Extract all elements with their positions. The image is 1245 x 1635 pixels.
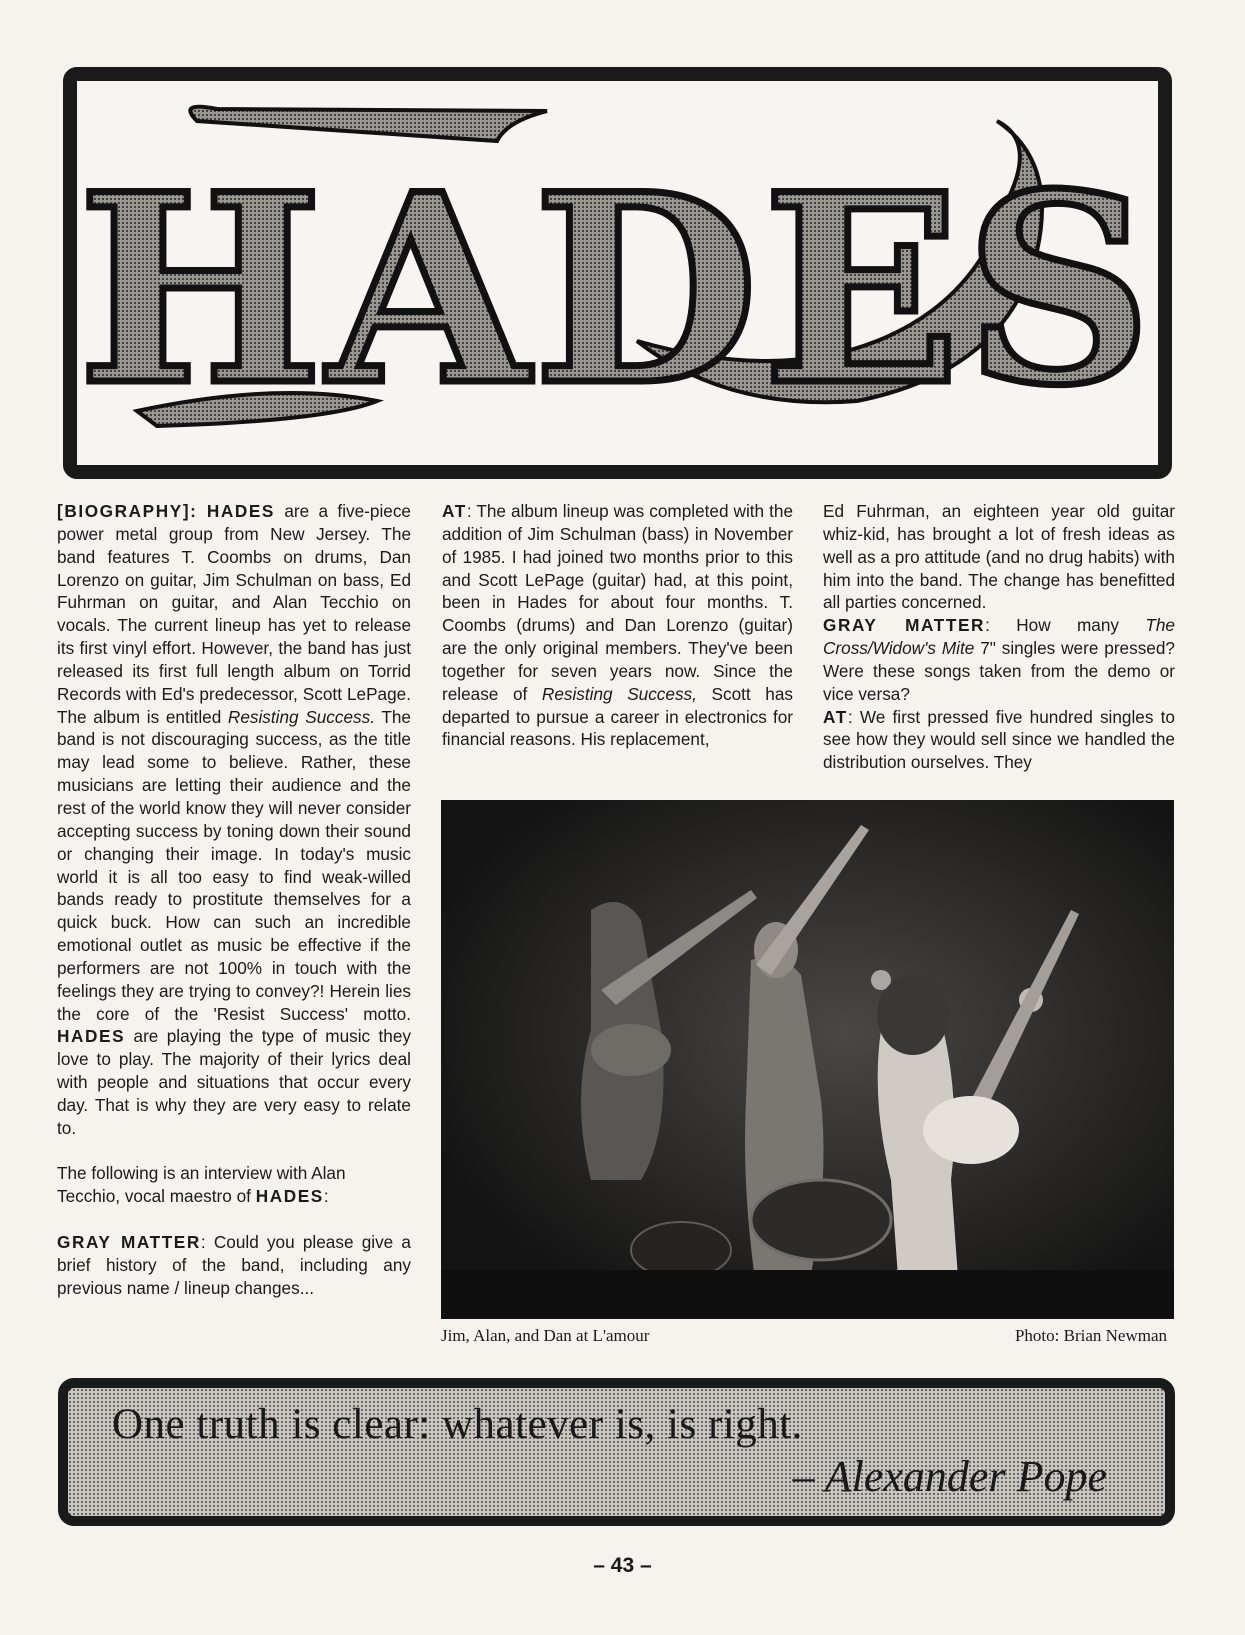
speaker-label: [BIOGRAPHY]: xyxy=(57,501,198,521)
answer-paragraph: AT: The album lineup was completed with the addition of Jim Schulman (bass) in November of 1985. I had joined two months prior to this and Scott LePage (guitar) had, at this point, been in Hades for about four months. T. Coombs (drums) and Dan Lorenzo (guitar) are the only original members. They've been together for seven years now. Since the release of Resisting Success, Scott has departed to pursue a career in electronics for financial reasons. His replacement, xyxy=(442,501,793,750)
band-name: HADES xyxy=(255,1186,324,1207)
speaker-label: GRAY MATTER xyxy=(57,1232,201,1252)
single-title: The Cross/Widow's Mite xyxy=(823,615,1175,659)
interview-intro: The following is an interview with Alan Tecchio, vocal maestro of HADES: xyxy=(57,1163,346,1207)
speaker-label: AT xyxy=(823,706,848,727)
hades-logo xyxy=(77,81,1158,465)
photo-caption: Jim, Alan, and Dan at L'amour xyxy=(441,1326,650,1345)
article-column-2 xyxy=(442,500,793,751)
page-number: – 43 – xyxy=(593,1554,652,1577)
article-column-3 xyxy=(823,500,1175,774)
biography-paragraph: [BIOGRAPHY]: HADES are a five-piece power metal group from New Jersey. The band features T. Coombs on drums, Dan Lorenzo on guitar, Jim Schulman on bass, Ed Fuhrman on guitar, and Alan Tecchio on vocals. The current lineup has yet to release its first vinyl effort. However, the band has just released its first full length album on Torrid Records with Ed's predecessor, Scott LePage. The album is entitled Resisting Success. The band is not discouraging success, as the title may lead some to believe. Rather, these musicians are letting their audience and the rest of the world know they will never consider accepting success by toning down their sound or changing their image. In today's music world it is all too easy to find weak-willed bands ready to prostitute themselves for a quick buck. How can such an incredible emotional outlet as music be effective if the performers are not 100% in touch with the feelings they are trying to convey?! Herein lies the core of the 'Resist Success' motto. HADES are playing the type of music they love to play. The majority of their lyrics deal with people and situations that occur every day. That is why they are very easy to relate to. xyxy=(57,501,411,1138)
answer-paragraph: AT: We first pressed five hundred singles to see how they would sell since we handled the distribution ourselves. They xyxy=(823,706,1175,773)
speaker-label: AT xyxy=(442,501,467,521)
speaker-label: GRAY MATTER xyxy=(823,615,986,636)
question-paragraph: GRAY MATTER: How many The Cross/Widow's Mite 7" singles were pressed? Were these songs taken from the demo or vice versa? xyxy=(823,615,1175,704)
quote-author: – Alexander Pope xyxy=(792,1452,1107,1501)
logo-text: HADES xyxy=(77,138,1157,443)
question-paragraph: GRAY MATTER: Could you please give a brief history of the band, including any previous name / lineup changes... xyxy=(57,1232,411,1298)
article-column-1 xyxy=(57,500,411,1300)
band-logo-box xyxy=(63,67,1172,479)
quote-box xyxy=(58,1378,1175,1526)
photo-credit: Photo: Brian Newman xyxy=(1014,1326,1167,1345)
quote-text: One truth is clear: whatever is, is right. xyxy=(112,1401,803,1448)
concert-photo xyxy=(441,800,1174,1319)
band-name: HADES xyxy=(206,501,275,521)
album-title: Resisting Success, xyxy=(541,683,697,704)
band-name: HADES xyxy=(57,1026,126,1047)
album-title: Resisting Success. xyxy=(227,706,376,727)
answer-paragraph: Ed Fuhrman, an eighteen year old guitar whiz-kid, has brought a lot of fresh ideas as well as a pro attitude (and no drug habits) with him into the band. The change has benefitted all parties concerned. xyxy=(823,501,1175,613)
